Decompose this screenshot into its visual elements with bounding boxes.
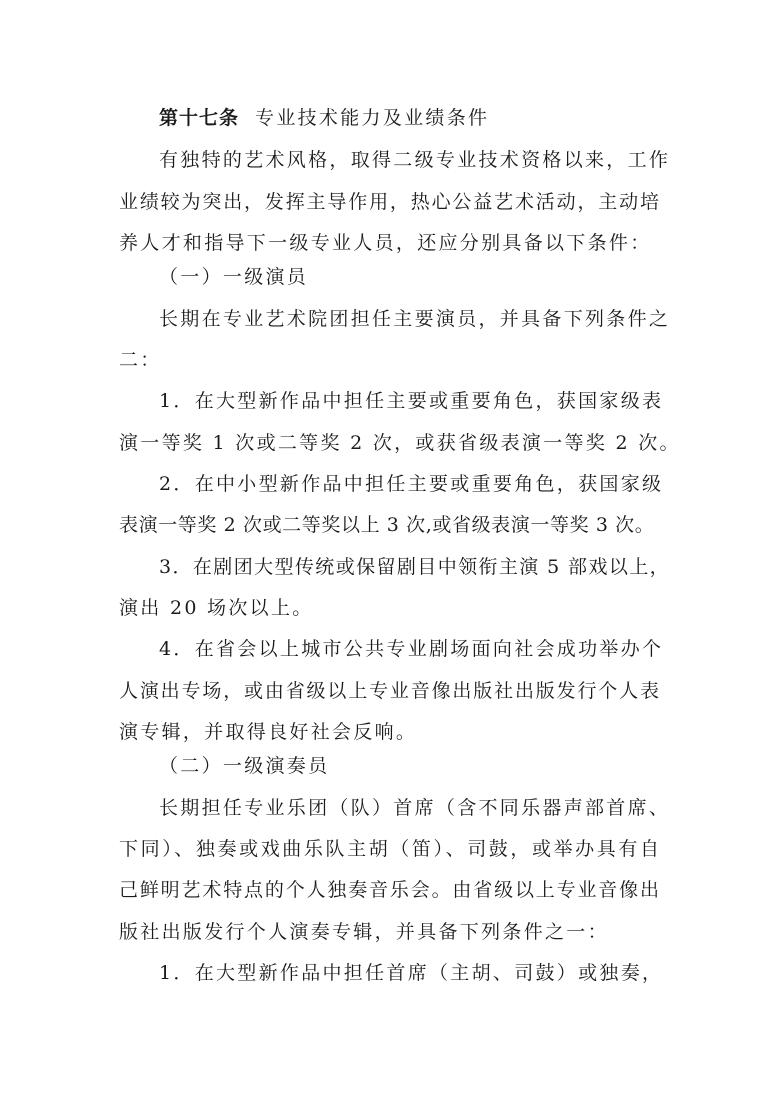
list-item-line: 表演一等奖 2 次或二等奖以上 3 次,或省级表演一等奖 3 次。 <box>119 514 655 536</box>
section-heading-performer: （一）一级演员 <box>159 266 309 288</box>
paragraph-line: 有独特的艺术风格，取得二级专业技术资格以来，工作 <box>159 149 671 171</box>
list-item-line: 1．在大型新作品中担任主要或重要角色，获国家级表 <box>159 390 664 412</box>
list-item-line: 1．在大型新作品中担任首席（主胡、司鼓）或独奏， <box>159 962 664 984</box>
list-item-line: 演专辑，并取得良好社会反响。 <box>119 721 418 743</box>
list-item-line: 演一等奖 1 次或二等奖 2 次，或获省级表演一等奖 2 次。 <box>119 432 681 454</box>
article-heading <box>159 106 659 130</box>
paragraph-line: 长期担任专业乐团（队）首席（含不同乐器声部首席、 <box>159 797 671 819</box>
paragraph-line: 二： <box>119 349 162 371</box>
paragraph-line: 长期在专业艺术院团担任主要演员，并具备下列条件之 <box>159 308 671 330</box>
list-item-line: 4．在省会以上城市公共专业剧场面向社会成功举办个 <box>159 638 664 660</box>
list-item-line: 演出 20 场次以上。 <box>119 597 314 619</box>
paragraph-line: 业绩较为突出，发挥主导作用，热心公益艺术活动，主动培 <box>119 191 659 213</box>
paragraph-line: 己鲜明艺术特点的个人独奏音乐会。由省级以上专业音像出 <box>119 879 659 901</box>
section-heading-instrumentalist: （二）一级演奏员 <box>159 755 330 777</box>
article-number: 第十七条 <box>159 107 240 129</box>
list-item-line: 2．在中小型新作品中担任主要或重要角色，获国家级 <box>159 473 664 495</box>
paragraph-line: 版社出版发行个人演奏专辑，并具备下列条件之一： <box>119 921 609 943</box>
paragraph-line: 养人才和指导下一级专业人员，还应分别具备以下条件： <box>119 232 652 254</box>
list-item-line: 人演出专场，或由省级以上专业音像出版社出版发行个人表 <box>119 680 659 702</box>
list-item-line: 3．在剧团大型传统或保留剧目中领衔主演 5 部戏以上， <box>159 556 671 578</box>
article-title: 专业技术能力及业绩条件 <box>255 107 490 129</box>
paragraph-line: 下同）、独奏或戏曲乐队主胡（笛）、司鼓，或举办具有自 <box>119 838 659 860</box>
